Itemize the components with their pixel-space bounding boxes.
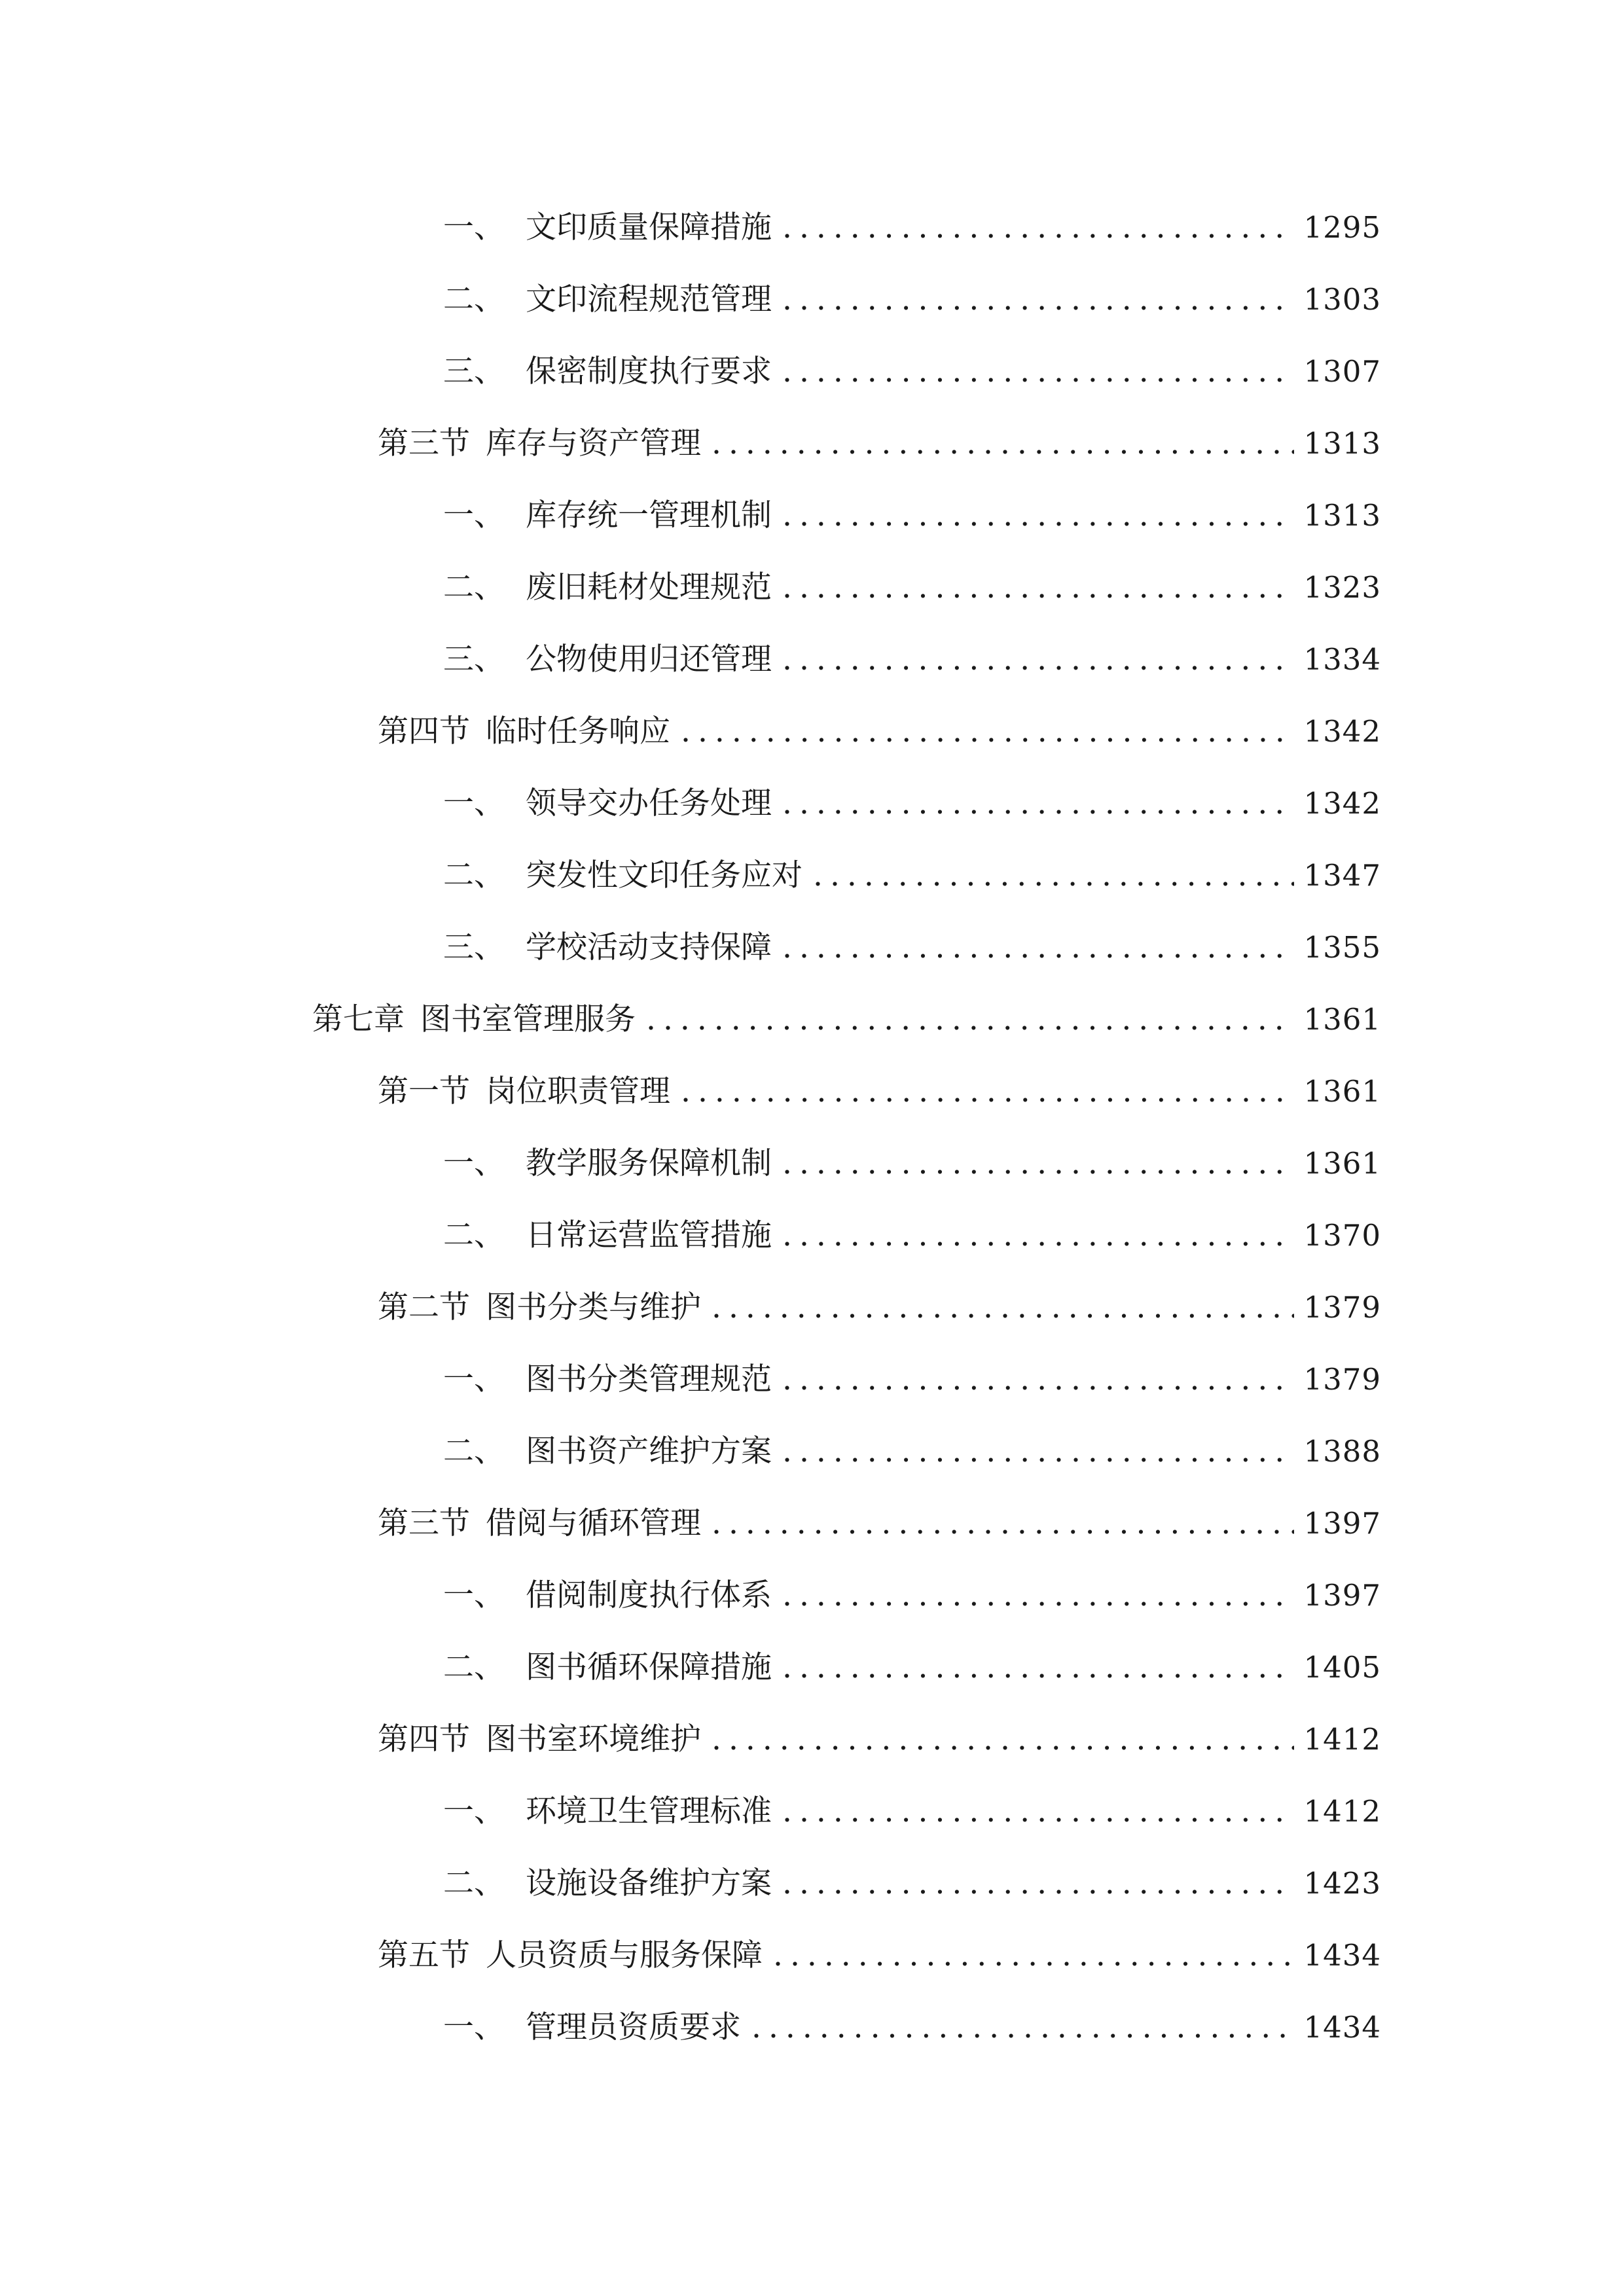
toc-entry-page-number: 1313 <box>1303 498 1381 533</box>
toc-entry-page-number: 1434 <box>1303 2010 1381 2045</box>
toc-entry[interactable] <box>0 1920 1381 1992</box>
toc-entry-page-number: 1379 <box>1303 1362 1381 1397</box>
toc-entry-page-number: 1342 <box>1303 786 1381 821</box>
toc-entry-page-number: 1334 <box>1303 642 1381 677</box>
toc-entry[interactable] <box>0 696 1381 768</box>
toc-entry-title: 图书分类与维护 <box>486 1289 701 1325</box>
toc-entry-page-number: 1295 <box>1303 210 1381 245</box>
toc-entry-title: 环境卫生管理标准 <box>526 1793 772 1829</box>
dot-leader <box>681 1056 1294 1128</box>
dot-leader <box>782 624 1294 696</box>
toc-entry[interactable] <box>0 1992 1381 2064</box>
toc-entry[interactable] <box>0 1272 1381 1344</box>
toc-entry[interactable] <box>0 840 1381 912</box>
toc-entry[interactable] <box>0 1416 1381 1488</box>
dot-leader <box>782 1848 1294 1920</box>
toc-entry-title: 图书室管理服务 <box>420 1001 636 1037</box>
toc-entry-title: 图书资产维护方案 <box>526 1433 772 1469</box>
toc-entry-number: 一、 <box>443 1577 505 1613</box>
dot-leader <box>782 480 1294 552</box>
dot-leader <box>782 192 1294 264</box>
dot-leader <box>712 1272 1294 1344</box>
toc-entry[interactable] <box>0 1056 1381 1128</box>
toc-entry-number: 一、 <box>443 1793 505 1829</box>
toc-entry-title: 废旧耗材处理规范 <box>526 569 772 605</box>
toc-entry-number: 第三节 <box>378 1505 470 1541</box>
toc-entry-page-number: 1307 <box>1303 354 1381 389</box>
toc-entry-number: 一、 <box>443 209 505 245</box>
toc-entry-title: 人员资质与服务保障 <box>486 1937 763 1973</box>
toc-entry-title: 借阅制度执行体系 <box>526 1577 772 1613</box>
toc-entry-number: 第五节 <box>378 1937 470 1973</box>
toc-entry[interactable] <box>0 1776 1381 1848</box>
toc-entry-title: 库存与资产管理 <box>486 425 701 461</box>
dot-leader <box>782 1200 1294 1272</box>
toc-entry-title: 岗位职责管理 <box>486 1073 670 1109</box>
toc-entry-number: 二、 <box>443 857 505 893</box>
toc-entry[interactable] <box>0 1200 1381 1272</box>
toc-entry[interactable] <box>0 480 1381 552</box>
toc-entry-page-number: 1370 <box>1303 1218 1381 1253</box>
toc-entry-number: 第二节 <box>378 1289 470 1325</box>
dot-leader <box>681 696 1294 768</box>
toc-entry-title: 图书室环境维护 <box>486 1721 701 1757</box>
toc-entry-title: 日常运营监管措施 <box>526 1217 772 1253</box>
toc-entry-number: 第三节 <box>378 425 470 461</box>
toc-entry-page-number: 1355 <box>1303 930 1381 965</box>
toc-entry-page-number: 1323 <box>1303 570 1381 605</box>
dot-leader <box>712 1488 1294 1560</box>
dot-leader <box>782 1632 1294 1704</box>
toc-entry-page-number: 1423 <box>1303 1866 1381 1901</box>
toc-entry-number: 三、 <box>443 353 505 389</box>
toc-entry-number: 第一节 <box>378 1073 470 1109</box>
toc-entry-title: 保密制度执行要求 <box>526 353 772 389</box>
toc-entry[interactable] <box>0 1488 1381 1560</box>
toc-entry-number: 二、 <box>443 1649 505 1685</box>
table-of-contents <box>0 192 1624 2064</box>
dot-leader <box>782 912 1294 984</box>
toc-entry-page-number: 1397 <box>1303 1506 1381 1541</box>
toc-entry-page-number: 1412 <box>1303 1794 1381 1829</box>
toc-entry[interactable] <box>0 624 1381 696</box>
toc-entry-page-number: 1347 <box>1303 858 1381 893</box>
toc-entry-number: 三、 <box>443 929 505 965</box>
toc-entry[interactable] <box>0 408 1381 480</box>
toc-entry-page-number: 1434 <box>1303 1938 1381 1973</box>
toc-entry[interactable] <box>0 1632 1381 1704</box>
toc-entry-page-number: 1388 <box>1303 1434 1381 1469</box>
toc-entry-number: 一、 <box>443 785 505 821</box>
dot-leader <box>782 1560 1294 1632</box>
toc-entry[interactable] <box>0 1704 1381 1776</box>
toc-entry[interactable] <box>0 336 1381 408</box>
toc-entry-page-number: 1397 <box>1303 1578 1381 1613</box>
toc-entry-title: 图书循环保障措施 <box>526 1649 772 1685</box>
toc-entry-title: 管理员资质要求 <box>526 2009 741 2045</box>
toc-entry-number: 二、 <box>443 1433 505 1469</box>
toc-entry-number: 第四节 <box>378 1721 470 1757</box>
toc-entry-page-number: 1303 <box>1303 282 1381 317</box>
dot-leader <box>646 984 1294 1056</box>
dot-leader <box>813 840 1294 912</box>
dot-leader <box>773 1920 1294 1992</box>
dot-leader <box>712 1704 1294 1776</box>
toc-entry-number: 一、 <box>443 1145 505 1181</box>
dot-leader <box>782 1776 1294 1848</box>
toc-entry-title: 教学服务保障机制 <box>526 1145 772 1181</box>
toc-entry[interactable] <box>0 1560 1381 1632</box>
toc-entry[interactable] <box>0 1128 1381 1200</box>
toc-entry-number: 二、 <box>443 569 505 605</box>
toc-entry-title: 领导交办任务处理 <box>526 785 772 821</box>
toc-entry-number: 第七章 <box>312 1001 405 1037</box>
toc-entry-page-number: 1342 <box>1303 714 1381 749</box>
dot-leader <box>782 1128 1294 1200</box>
toc-entry[interactable] <box>0 552 1381 624</box>
toc-entry-page-number: 1361 <box>1303 1074 1381 1109</box>
toc-entry-page-number: 1379 <box>1303 1290 1381 1325</box>
dot-leader <box>712 408 1294 480</box>
toc-entry-page-number: 1361 <box>1303 1146 1381 1181</box>
dot-leader <box>782 1344 1294 1416</box>
toc-entry[interactable] <box>0 912 1381 984</box>
toc-entry-page-number: 1361 <box>1303 1002 1381 1037</box>
toc-entry-title: 文印质量保障措施 <box>526 209 772 245</box>
dot-leader <box>782 552 1294 624</box>
toc-entry-number: 二、 <box>443 1217 505 1253</box>
toc-entry-page-number: 1313 <box>1303 426 1381 461</box>
toc-entry-title: 图书分类管理规范 <box>526 1361 772 1397</box>
toc-entry-page-number: 1405 <box>1303 1650 1381 1685</box>
toc-entry[interactable] <box>0 1848 1381 1920</box>
toc-entry-number: 二、 <box>443 1865 505 1901</box>
toc-entry-number: 一、 <box>443 1361 505 1397</box>
dot-leader <box>782 264 1294 336</box>
toc-entry-title: 突发性文印任务应对 <box>526 857 803 893</box>
toc-entry-number: 三、 <box>443 641 505 677</box>
toc-entry-number: 一、 <box>443 497 505 533</box>
dot-leader <box>782 768 1294 840</box>
toc-entry[interactable] <box>0 768 1381 840</box>
dot-leader <box>782 336 1294 408</box>
toc-entry[interactable] <box>0 984 1381 1056</box>
toc-entry-title: 库存统一管理机制 <box>526 497 772 533</box>
toc-entry[interactable] <box>0 192 1381 264</box>
toc-entry-title: 公物使用归还管理 <box>526 641 772 677</box>
toc-entry-number: 一、 <box>443 2009 505 2045</box>
toc-entry[interactable] <box>0 264 1381 336</box>
toc-entry-title: 临时任务响应 <box>486 713 670 749</box>
toc-entry-title: 文印流程规范管理 <box>526 281 772 317</box>
toc-entry-title: 学校活动支持保障 <box>526 929 772 965</box>
toc-entry-number: 二、 <box>443 281 505 317</box>
toc-entry-number: 第四节 <box>378 713 470 749</box>
dot-leader <box>751 1992 1294 2064</box>
toc-entry[interactable] <box>0 1344 1381 1416</box>
toc-entry-title: 借阅与循环管理 <box>486 1505 701 1541</box>
toc-entry-title: 设施设备维护方案 <box>526 1865 772 1901</box>
dot-leader <box>782 1416 1294 1488</box>
toc-entry-page-number: 1412 <box>1303 1722 1381 1757</box>
